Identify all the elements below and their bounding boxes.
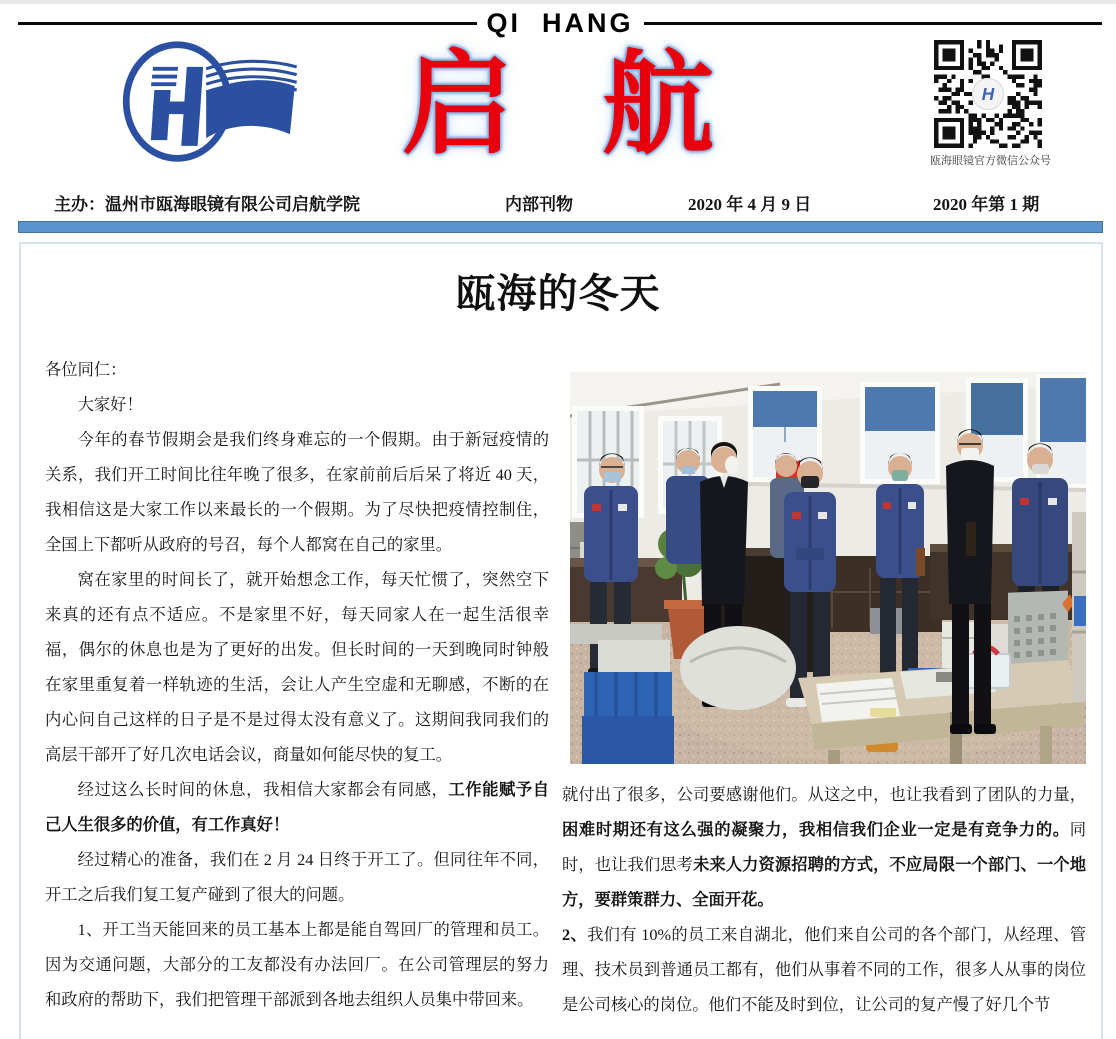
qr-caption: 瓯海眼镜官方微信公众号 — [930, 155, 1051, 167]
issue-number-label: 2020 年第 1 期 — [933, 195, 1040, 214]
article-paragraph: 今年的春节假期会是我们终身难忘的一个假期。由于新冠疫情的关系，我们开工时间比往年晚了很多，在家前前后后呆了将近 40 天，我相信这是大家工作以来最长的一个假期。为了尽快把疫情控制住，全国上下都听从政府的号召，每个人都窝在自己的家里。 — [45, 430, 549, 554]
article-paragraph: 就付出了很多，公司要感谢他们。从这之中，也让我看到了团队的力量，困难时期还有这么强的凝聚力，我相信我们企业一定是有竞争力的。同时，也让我们思考未来人力资源招聘的方式，不应局限一个部门、一个地方，要群策群力、全面开花。 — [562, 785, 1086, 909]
article-paragraph: 经过这么长时间的休息，我相信大家都会有同感，工作能赋予自己人生很多的价值，有工作真好！ — [45, 780, 549, 834]
issue-date-label: 2020 年 4 月 9 日 — [688, 195, 812, 214]
wechat-qr-code — [934, 40, 1042, 148]
article-paragraph: 各位同仁： — [45, 360, 127, 379]
article-right-column — [562, 777, 1086, 1022]
article-left-column — [45, 352, 549, 1017]
article-paragraph: 1、开工当天能回来的员工基本上都是能自驾回厂的管理和员工。因为交通问题，大部分的工友都没有办法回厂。在公司管理层的努力和政府的帮助下，我们把管理干部派到各地去组织人员集中带回来。 — [45, 920, 549, 1009]
masthead-pinyin-label: QI HANG — [486, 8, 634, 38]
svg-text:H: H — [981, 84, 995, 105]
article-paragraph: 窝在家里的时间长了，就开始想念工作，每天忙惯了，突然空下来真的还有点不适应。不是家里不好，每天同家人在一起生活很幸福，偶尔的休息也是为了更好的出发。但长时间的一天到晚同时钟般在家里重复着一样轨迹的生活，会让人产生空虚和无聊感，不断的在内心问自己这样的日子是不是过得太没有意义了。这期间我同我们的高层干部开了好几次电话会议，商量如何能尽快的复工。 — [45, 570, 549, 764]
publication-type-label: 内部刊物 — [505, 195, 573, 214]
article-title: 瓯海的冬天 — [455, 271, 661, 316]
masthead-rule-right — [644, 22, 1103, 25]
factory-visit-photo — [570, 372, 1086, 764]
article-paragraph: 经过精心的准备，我们在 2 月 24 日终于开工了。但同往年不同，开工之后我们复工复产碰到了很大的问题。 — [45, 850, 549, 904]
wechat-qr-block — [930, 40, 1051, 168]
divider-bar — [18, 221, 1103, 233]
publisher-label: 主办：温州市瓯海眼镜有限公司启航学院 — [54, 195, 360, 214]
newsletter-title-char-1: 启 — [402, 44, 514, 168]
newsletter-title-char-2: 航 — [602, 44, 714, 168]
article-paragraph: 大家好！ — [77, 395, 143, 414]
issue-info-row — [0, 190, 1116, 214]
article-paragraph: 2、我们有 10%的员工来自湖北，他们来自公司的各个部门，从经理、管理、技术员到普通员工都有，他们从事着不同的工作，很多人从事的岗位是公司核心的岗位。他们不能及时到位，让公司的复产慢了好几个节 — [562, 925, 1086, 1014]
masthead-rule-left — [18, 22, 477, 25]
scan-edge-strip — [0, 0, 1116, 4]
